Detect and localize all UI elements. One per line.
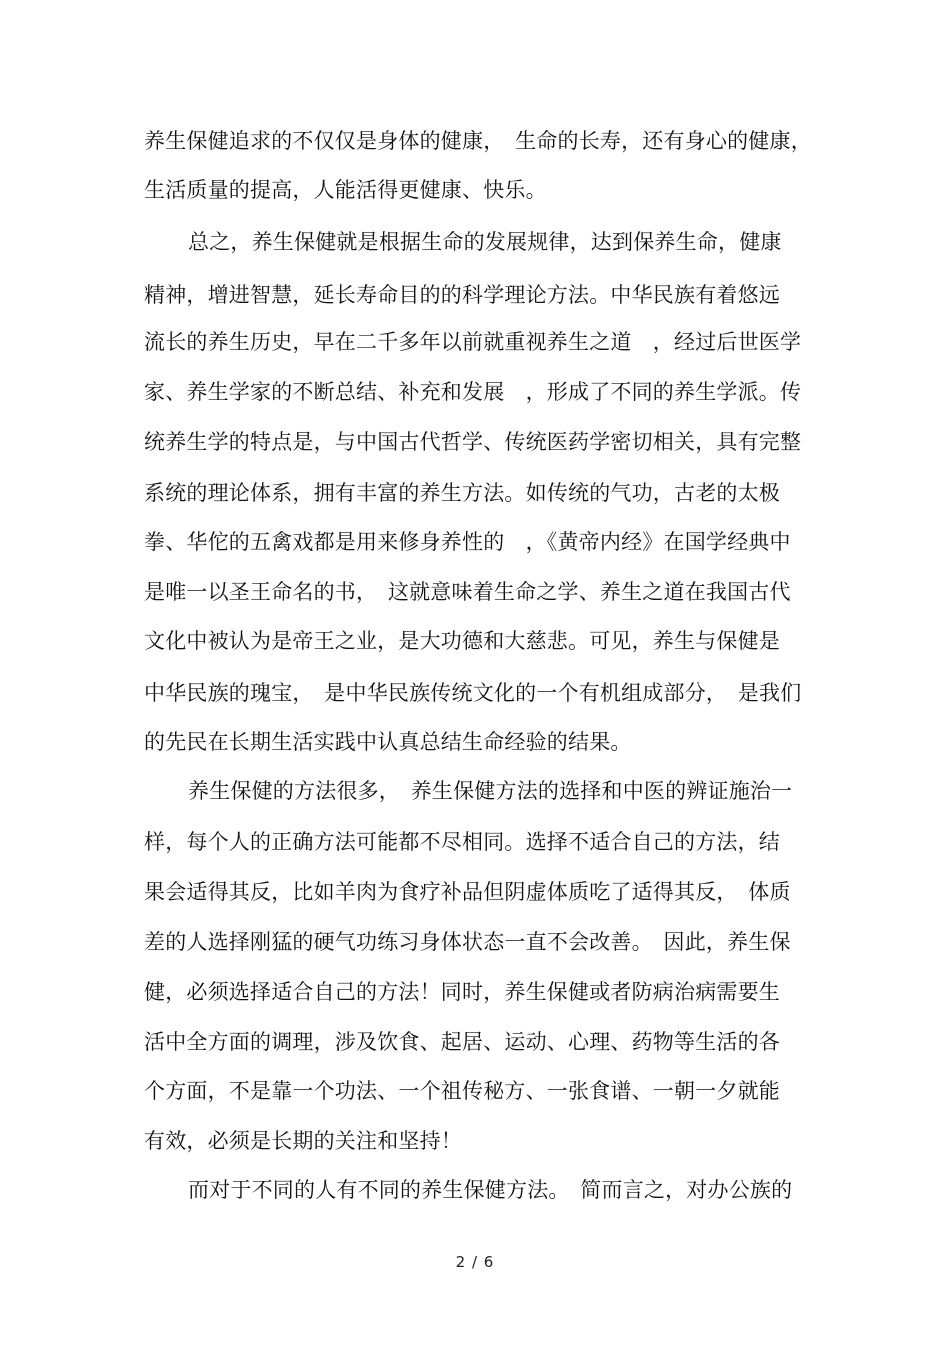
text-line: 统养生学的特点是，与中国古代哲学、传统医药学密切相关，具有完整 — [144, 430, 802, 454]
text-line: 中华民族的瑰宝， 是中华民族传统文化的一个有机组成部分， 是我们 — [144, 681, 802, 705]
text-line: 活中全方面的调理，涉及饮食、起居、运动、心理、药物等生活的各 — [144, 1030, 780, 1054]
text-line: 个方面，不是靠一个功法、一个祖传秘方、一张食谱、一朝一夕就能 — [144, 1079, 780, 1103]
text-line: 拳、华佗的五禽戏都是用来修身养性的 ，《黄帝内经》在国学经典中 — [144, 530, 791, 554]
text-line: 流长的养生历史，早在二千多年以前就重视养生之道 ，经过后世医学 — [144, 330, 802, 354]
text-line: 精神，增进智慧，延长寿命目的的科学理论方法。中华民族有着悠远 — [144, 283, 780, 307]
text-line: 有效，必须是长期的关注和坚持！ — [144, 1129, 462, 1153]
text-line: 生活质量的提高，人能活得更健康、快乐。 — [144, 178, 547, 202]
text-line: 总之，养生保健就是根据生命的发展规律，达到保养生命，健康 — [188, 230, 782, 254]
text-line: 差的人选择刚猛的硬气功练习身体状态一直不会改善。 因此，养生保 — [144, 930, 791, 954]
text-line: 健，必须选择适合自己的方法！同时，养生保健或者防病治病需要生 — [144, 980, 780, 1004]
text-line: 而对于不同的人有不同的养生保健方法。 简而言之，对办公族的 — [188, 1178, 793, 1202]
text-line: 养生保健追求的不仅仅是身体的健康， 生命的长寿，还有身心的健康， — [144, 129, 812, 153]
text-line: 家、养生学家的不断总结、补充和发展 ，形成了不同的养生学派。传 — [144, 380, 802, 404]
page-number: 2 / 6 — [455, 1253, 495, 1271]
text-line: 养生保健的方法很多， 养生保健方法的选择和中医的辨证施治一 — [188, 779, 793, 803]
text-line: 的先民在长期生活实践中认真总结生命经验的结果。 — [144, 730, 632, 754]
text-line: 是唯一以圣王命名的书， 这就意味着生命之学、养生之道在我国古代 — [144, 580, 791, 604]
text-line: 果会适得其反，比如羊肉为食疗补品但阴虚体质吃了适得其反， 体质 — [144, 880, 791, 904]
text-line: 样，每个人的正确方法可能都不尽相同。选择不适合自己的方法，结 — [144, 830, 780, 854]
text-line: 文化中被认为是帝王之业，是大功德和大慈悲。可见，养生与保健是 — [144, 629, 780, 653]
text-line: 系统的理论体系，拥有丰富的养生方法。如传统的气功，古老的太极 — [144, 481, 780, 505]
